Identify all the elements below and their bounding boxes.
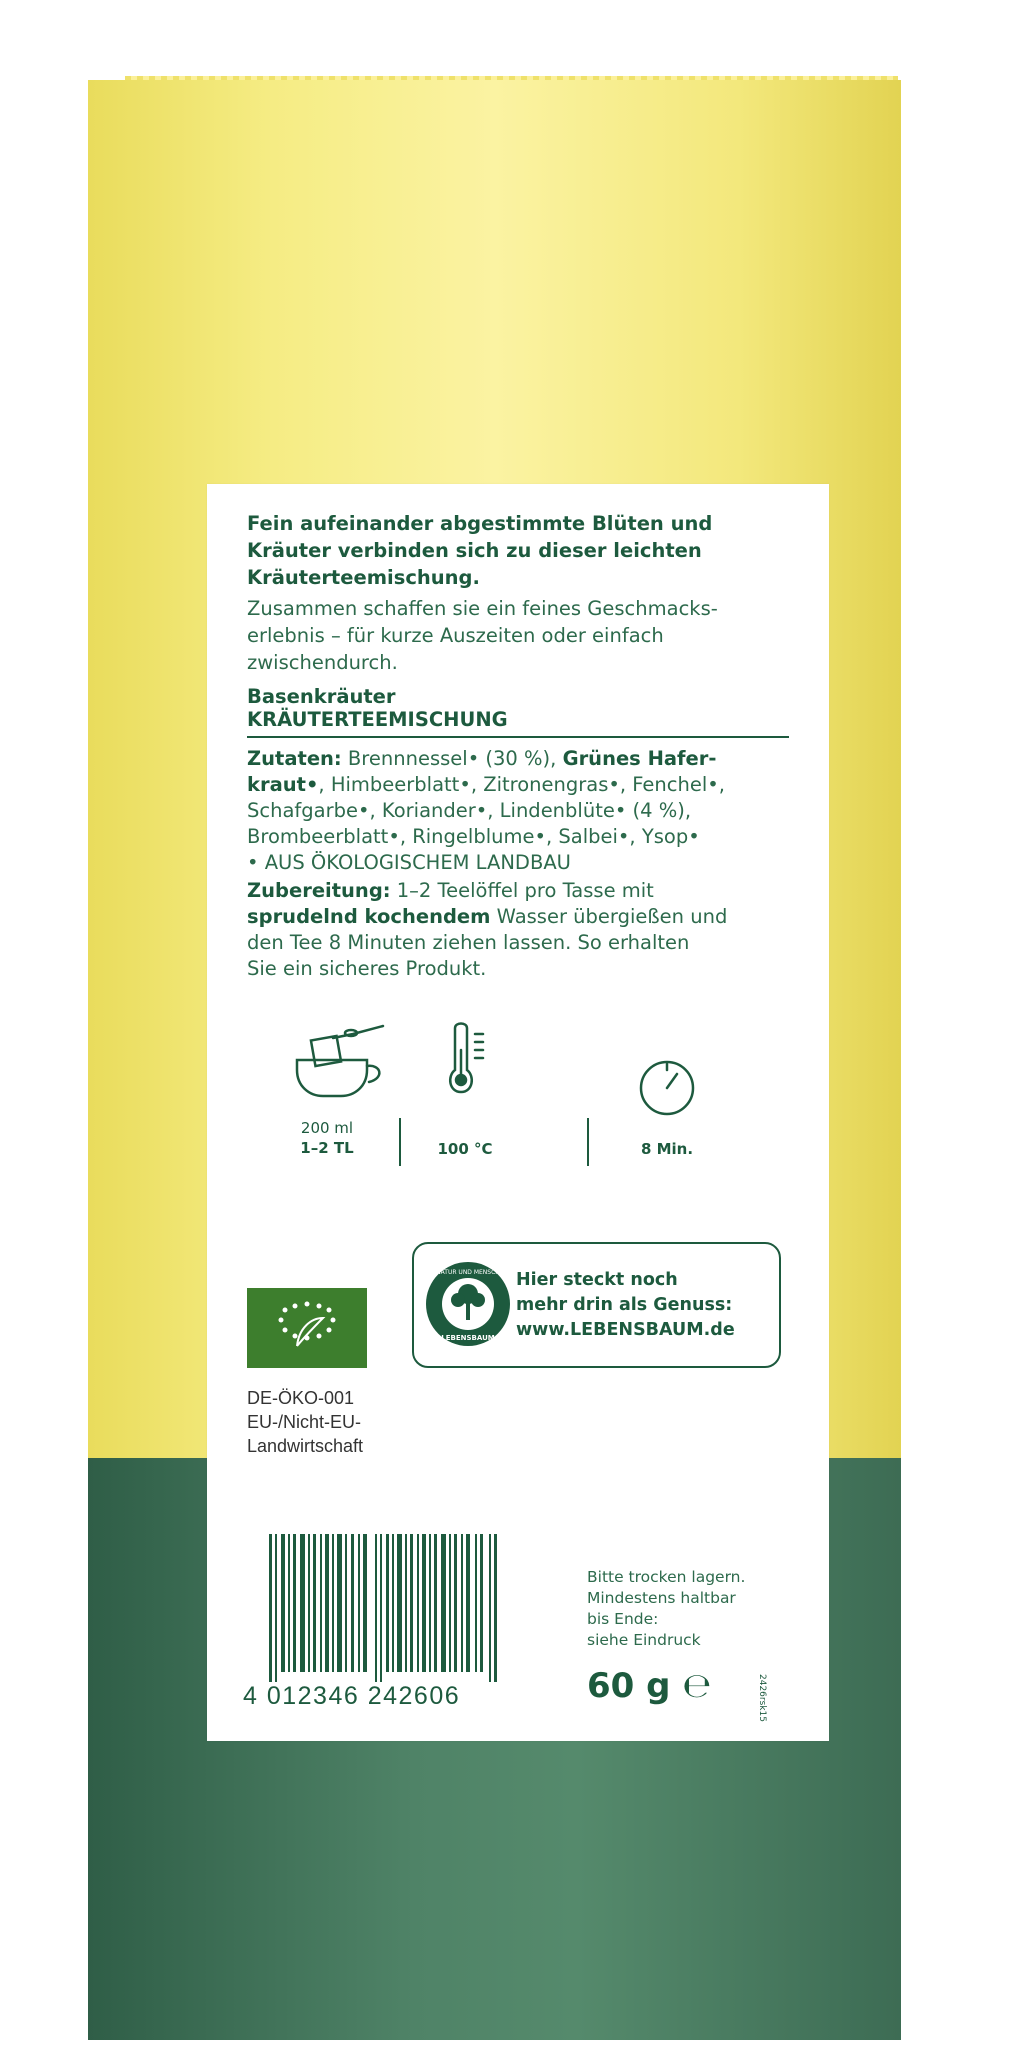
barcode xyxy=(267,1534,497,1682)
product-type: KRÄUTERTEEMISCHUNG xyxy=(247,708,508,731)
storage-info: Bitte trocken lagern. Mindestens haltbar bis Ende: siehe Eindruck xyxy=(587,1568,746,1649)
barcode-number: 4 012346 242606 xyxy=(243,1682,461,1710)
organic-certification: DE-ÖKO-001 EU-/Nicht-EU- Landwirtschaft xyxy=(247,1388,364,1456)
step-divider xyxy=(587,1118,589,1166)
print-code: 2426rsk15 xyxy=(757,1674,767,1722)
step-divider xyxy=(399,1118,401,1166)
svg-text:LEBENSBAUM: LEBENSBAUM xyxy=(441,1334,495,1342)
brand-info-box xyxy=(412,1242,781,1368)
thermometer-icon xyxy=(439,1020,499,1100)
step-cup-caption: 200 ml 1–2 TL xyxy=(300,1119,354,1157)
step-temp-caption: 100 °C xyxy=(437,1140,493,1158)
clock-icon xyxy=(637,1058,697,1118)
net-weight: 60 g ℮ xyxy=(587,1666,712,1706)
product-label xyxy=(207,484,829,1741)
ingredients: Zutaten: Brennnessel• (30 %), Grünes Hafer- kraut•, Himbeerblatt•, Zitronengras•, Fenchel•, Schafgarbe•, Koriander•, Lindenblüte• (4 %), Brombeerblatt•, Ringelblume•, Salbei•, Ysop• • AUS ÖKOLOGISCHEM LANDBAU xyxy=(247,747,725,874)
teacup-spoon-icon xyxy=(285,1022,405,1102)
preparation: Zubereitung: 1–2 Teelöffel pro Tasse mit sprudelnd kochendem Wasser übergießen und den Tee 8 Minuten ziehen lassen. So erhalten Sie ein sicheres Produkt. xyxy=(247,879,728,980)
product-name: Basenkräuter xyxy=(247,685,396,708)
intro-lead: Fein aufeinander abgestimmte Blüten und Kräuter verbinden sich zu dieser leichten Kräuterteemischung. xyxy=(247,512,713,589)
intro-body: Zusammen schaffen sie ein feines Geschmacks- erlebnis – für kurze Auszeiten oder einfach zwischendurch. xyxy=(247,597,718,674)
step-time-caption: 8 Min. xyxy=(640,1140,694,1158)
eu-organic-logo xyxy=(247,1288,367,1368)
svg-text:NATUR UND MENSCH: NATUR UND MENSCH xyxy=(436,1269,500,1276)
brand-box-text: Hier steckt noch mehr drin als Genuss: www.LEBENSBAUM.de xyxy=(516,1270,735,1340)
title-divider xyxy=(247,736,789,738)
lebensbaum-seal-icon xyxy=(422,1252,514,1356)
